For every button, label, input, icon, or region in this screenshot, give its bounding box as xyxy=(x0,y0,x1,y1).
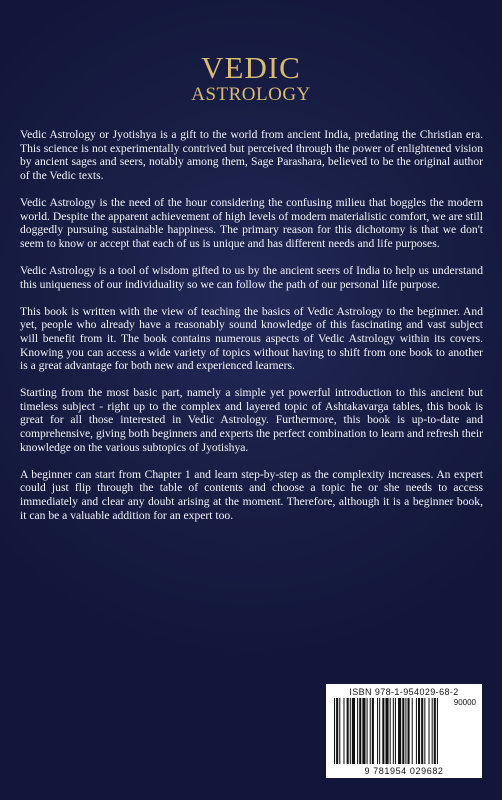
blurb-paragraph-3: Vedic Astrology is a tool of wisdom gifted to us by the ancient seers of India to help us understand this uniqueness of our individuality so we can follow the path of our personal life purpose. xyxy=(20,263,483,291)
blurb-paragraph-1: Vedic Astrology or Jyotishya is a gift to the world from ancient India, predating the Christian era. This science is not experimentally contrived but perceived through the power of enlightened vision by ancient sages and seers, notably among them, Sage Parashara, believed to be the original author of the Vedic texts. xyxy=(20,128,483,182)
blurb-paragraph-4: This book is written with the view of teaching the basics of Vedic Astrology to the beginner. And yet, people who already have a reasonably sound knowledge of this fascinating and vast subject will benefit from it. The book contains numerous aspects of Vedic Astrology within its covers. Knowing you can access a wide variety of topics without having to shift from one book to another is a great advantage for both new and experienced learners. xyxy=(20,304,483,373)
cover-title: VEDIC xyxy=(201,50,301,85)
cover-subtitle: ASTROLOGY xyxy=(191,84,311,105)
price-code: 90000 xyxy=(453,698,476,707)
blurb-paragraph-5: Starting from the most basic part, namely a simple yet powerful introduction to this ancient but timeless subject - right up to the complex and layered topic of Ashtakavarga tables, this book is great for all those interested in Vedic Astrology. Furthermore, this book is up-to-date and comprehensive, giving both beginners and experts the perfect combination to learn and refresh their knowledge on the various subtopics of Jyotishya. xyxy=(20,386,483,454)
barcode-digits: 9 781954 029682 xyxy=(364,766,444,776)
barcode-icon xyxy=(332,698,476,766)
isbn-number: ISBN 978-1-954029-68-2 xyxy=(349,687,459,697)
isbn-barcode-block xyxy=(326,684,482,778)
blurb-paragraph-2: Vedic Astrology is the need of the hour considering the confusing milieu that boggles the modern world. Despite the apparent achievement of high levels of modern materialistic comfort, we are still doggedly pursuing sustainable happiness. The primary reason for this dichotomy is that we don't seem to know or accept that each of us is unique and has different needs and life purposes. xyxy=(20,195,483,250)
blurb-text xyxy=(20,128,483,536)
blurb-paragraph-6: A beginner can start from Chapter 1 and learn step-by-step as the complexity increases. An expert could just flip through the table of contents and choose a topic he or she needs to access immediately and clear any doubt arising at the moment. Therefore, although it is a beginner book, it can be a valuable addition for an expert too. xyxy=(20,467,483,522)
